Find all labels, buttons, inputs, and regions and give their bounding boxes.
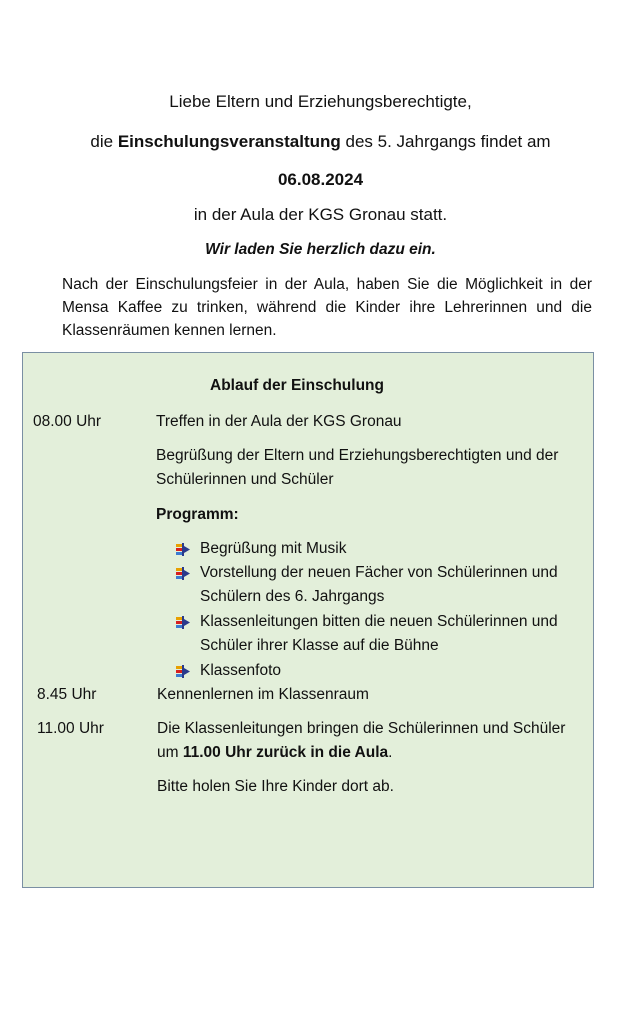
- colored-arrow-bullet-icon: [175, 663, 191, 679]
- greeting: Liebe Eltern und Erziehungsberechtigte,: [169, 92, 472, 111]
- schedule-box: [22, 352, 594, 888]
- colored-arrow-bullet-icon: [175, 614, 191, 630]
- event-line: [0, 132, 641, 152]
- time-0845: 8.45 Uhr: [37, 686, 97, 703]
- time-0800: 08.00 Uhr: [33, 413, 102, 430]
- schedule-title: Ablauf der Einschulung: [210, 377, 384, 394]
- event-name: Einschulungsveranstaltung: [117, 132, 341, 151]
- intro-paragraph: Nach der Einschulungsfeier in der Aula, haben Sie die Möglichkeit in der Mensa Kaffee zu trinken, während die Kinder ihre Lehrerinnen und die Klassenräumen kennen lernen.: [62, 276, 592, 339]
- program-item-text: Klassenfoto: [200, 662, 281, 679]
- return-text-post: .: [388, 744, 393, 761]
- invitation: Wir laden Sie herzlich dazu ein.: [205, 241, 436, 258]
- classroom-text: Kennenlernen im Klassenraum: [157, 686, 369, 703]
- pickup-text: Bitte holen Sie Ihre Kinder dort ab.: [157, 778, 394, 795]
- return-text-pre: Die Klassenleitungen bringen die Schülerinnen und Schüler um: [157, 720, 566, 761]
- program-item-text: Vorstellung der neuen Fächer von Schülerinnen und Schülern des 6. Jahrgangs: [200, 564, 558, 605]
- event-date: 06.08.2024: [277, 170, 364, 189]
- return-text-bold: 11.00 Uhr zurück in die Aula: [182, 744, 389, 761]
- event-location: in der Aula der KGS Gronau statt.: [193, 205, 448, 224]
- welcome-text: Begrüßung der Eltern und Erziehungsberechtigten und der Schülerinnen und Schüler: [156, 447, 559, 488]
- time-1100: 11.00 Uhr: [37, 720, 104, 737]
- event-line-pre: die: [90, 132, 118, 151]
- program-item-text: Begrüßung mit Musik: [200, 540, 347, 557]
- program-item-text: Klassenleitungen bitten die neuen Schülerinnen und Schüler ihrer Klasse auf die Bühne: [200, 613, 558, 654]
- program-label: Programm:: [156, 506, 239, 523]
- meeting-text: Treffen in der Aula der KGS Gronau: [156, 413, 402, 430]
- return-text: [157, 717, 567, 765]
- colored-arrow-bullet-icon: [175, 541, 191, 557]
- event-line-post: des 5. Jahrgangs findet am: [340, 132, 551, 151]
- colored-arrow-bullet-icon: [175, 565, 191, 581]
